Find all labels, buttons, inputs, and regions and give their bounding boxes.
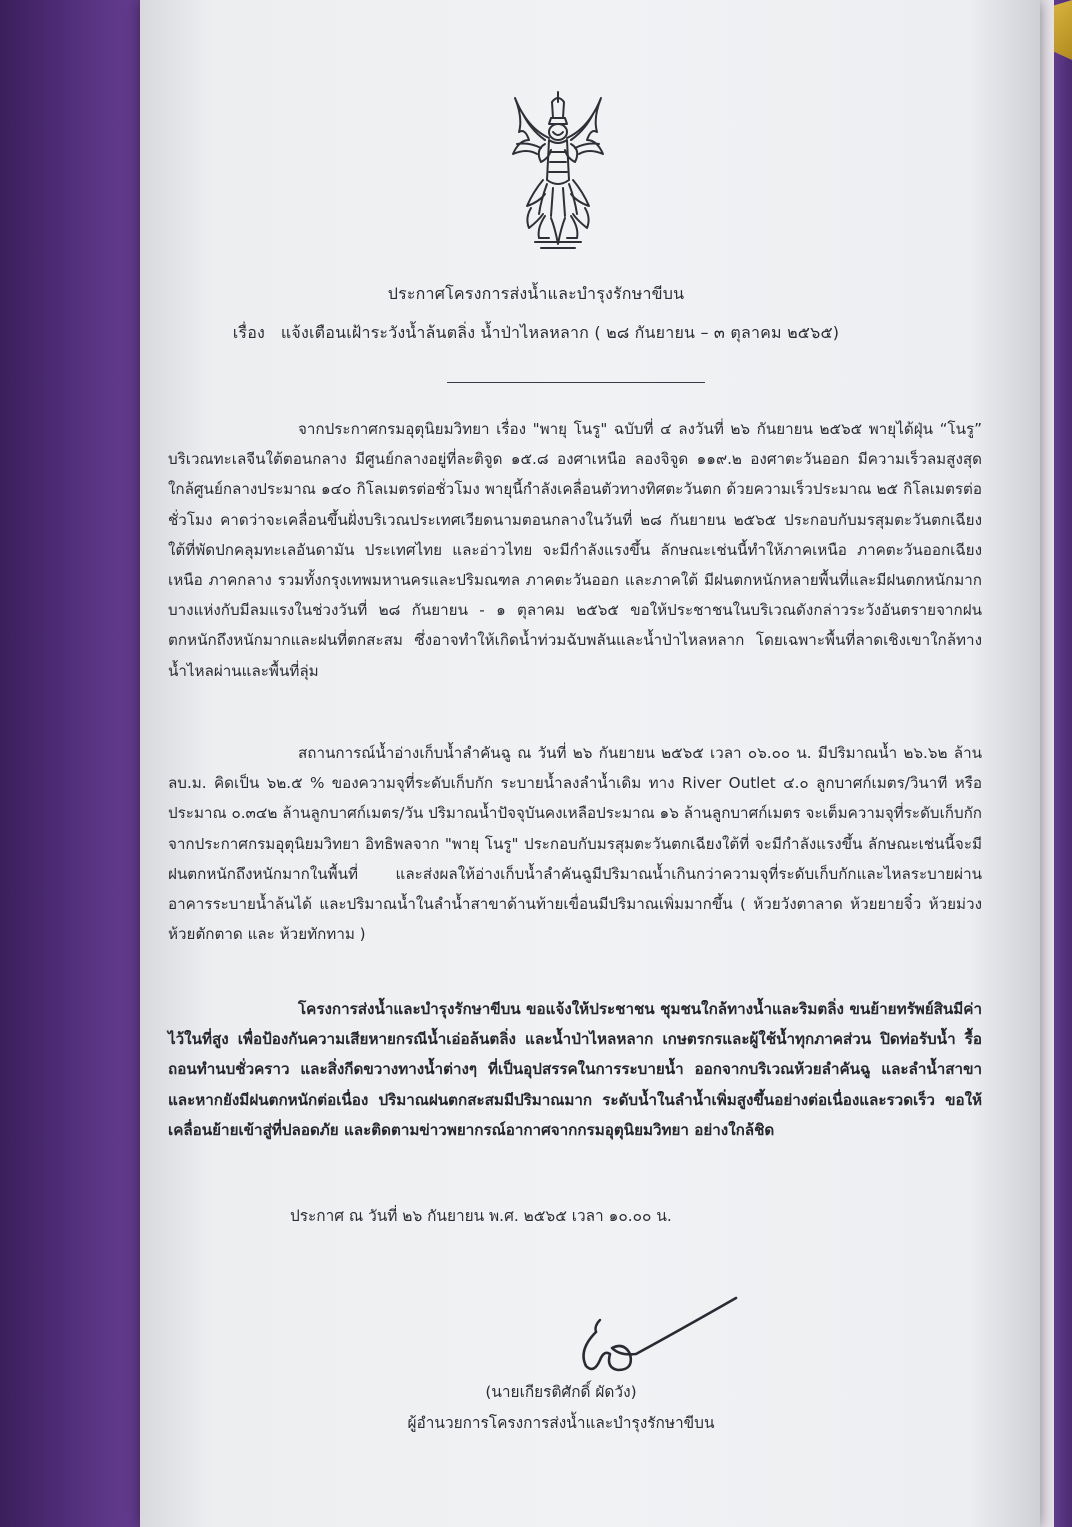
signature-icon (560, 1290, 750, 1380)
garuda-emblem-icon (505, 88, 611, 254)
subject-label: เรื่อง (232, 323, 266, 342)
paragraph-2-text: สถานการณ์น้ำอ่างเก็บน้ำลำคันฉู ณ วันที่ ๒๖ กันยายน ๒๕๖๕ เวลา ๐๖.๐๐ น. มีปริมาณน้ำ ๒๖.๖๒ ล้าน ลบ.ม. คิดเป็น ๖๒.๕ % ของความจุที่ระดับเก็บกัก ระบายน้ำลงลำน้ำเดิม ทาง River Outlet ๔.๐ ลูกบาศก์เมตร/วินาที หรือประมาณ ๐.๓๔๒ ล้านลูกบาศก์เมตร/วัน ปริมาณน้ำปัจจุบันคงเหลือประมาณ ๑๖ ล้านลูกบาศก์เมตร จะเต็มความจุที่ระดับเก็บกัก จากประกาศกรมอุตุนิยมวิทยา อิทธิพลจาก "พายุ โนรู" ประกอบกับมรสุมตะวันตกเฉียงใต้ที่ จะมีกำลังแรงขึ้น ลักษณะเช่นนี้จะมีฝนตกหนักถึงหนักมากในพื้นที่ และส่งผลให้อ่างเก็บน้ำลำคันฉูมีปริมาณน้ำเกินกว่าความจุที่ระดับเก็บกักและไหลระบายผ่านอาคารระบายน้ำล้นได้ และปริมาณน้ำในลำน้ำสาขาด้านท้ายเขื่อนมีปริมาณเพิ่มมากขึ้น ( ห้วยวังตาลาด ห้วยยายจิ๋ว ห้วยม่วง ห้วยตักตาด และ ห้วยทักทาม ) (168, 744, 982, 944)
title-divider (447, 382, 705, 383)
paragraph-storm-warning (168, 414, 982, 686)
paragraph-1-text: จากประกาศกรมอุตุนิยมวิทยา เรื่อง "พายุ โนรู" ฉบับที่ ๔ ลงวันที่ ๒๖ กันยายน ๒๕๖๕ พายุได้ฝุ่น “โนรู” บริเวณทะเลจีนใต้ตอนกลาง มีศูนย์กลางอยู่ที่ละติจูด ๑๕.๘ องศาเหนือ ลองจิจูด ๑๑๙.๒ องศาตะวันออก มีความเร็วลมสูงสุดใกล้ศูนย์กลางประมาณ ๑๔๐ กิโลเมตรต่อชั่วโมง พายุนี้กำลังเคลื่อนตัวทางทิศตะวันตก ด้วยความเร็วประมาณ ๒๕ กิโลเมตรต่อชั่วโมง คาดว่าจะเคลื่อนขึ้นฝั่งบริเวณประเทศเวียดนามตอนกลางในวันที่ ๒๘ กันยายน ๒๕๖๕ ประกอบกับมรสุมตะวันตกเฉียงใต้ที่พัดปกคลุมทะเลอันดามัน ประเทศไทย และอ่าวไทย จะมีกำลังแรงขึ้น ลักษณะเช่นนี้ทำให้ภาคเหนือ ภาคตะวันออกเฉียงเหนือ ภาคกลาง รวมทั้งกรุงเทพมหานครและปริมณฑล ภาคตะวันออก และภาคใต้ มีฝนตกหนักหลายพื้นที่และมีฝนตกหนักมากบางแห่งกับมีลมแรงในช่วงวันที่ ๒๘ กันยายน - ๑ ตุลาคม ๒๕๖๕ ขอให้ประชาชนในบริเวณดังกล่าวระวังอันตรายจากฝนตกหนักถึงหนักมากและฝนที่ตกสะสม ซึ่งอาจทำให้เกิดน้ำท่วมฉับพลันและน้ำป่าไหลหลาก โดยเฉพาะพื้นที่ลาดเชิงเขาใกล้ทางน้ำไหลผ่านและพื้นที่ลุ่ม (168, 420, 982, 680)
paragraph-reservoir-status (168, 738, 982, 949)
signatory-position: ผู้อำนวยการโครงการส่งน้ำและบำรุงรักษาขีบน (407, 1414, 715, 1432)
subject-text: แจ้งเตือนเฝ้าระวังน้ำล้นตลิ่ง น้ำป่าไหลหลาก ( ๒๘ กันยายน – ๓ ตุลาคม ๒๕๖๕) (280, 323, 840, 342)
document-subject (0, 321, 1072, 346)
announcement-date: ประกาศ ณ วันที่ ๒๖ กันยายน พ.ศ. ๒๕๖๕ เวลา ๑๐.๐๐ น. (290, 1207, 672, 1225)
signatory-name: (นายเกียรติศักดิ์ ผัดวัง) (485, 1383, 637, 1401)
paragraph-public-advice (168, 994, 982, 1145)
paragraph-3-text: โครงการส่งน้ำและบำรุงรักษาขีบน ขอแจ้งให้ประชาชน ชุมชนใกล้ทางน้ำและริมตลิ่ง ขนย้ายทรัพย์สินมีค่าไว้ในที่สูง เพื่อป้องกันความเสียหายกรณีน้ำเอ่อล้นตลิ่ง และน้ำป่าไหลหลาก เกษตรกรและผู้ใช้น้ำทุกภาคส่วน ปิดท่อรับน้ำ รื้อถอนทำนบชั่วคราว และสิ่งกีดขวางทางน้ำต่างๆ ที่เป็นอุปสรรคในการระบายน้ำ ออกจากบริเวณห้วยลำคันฉู และลำน้ำสาขา และหากยังมีฝนตกหนักต่อเนื่อง ปริมาณฝนตกสะสมมีปริมาณมาก ระดับน้ำในลำน้ำเพิ่มสูงขึ้นอย่างต่อเนื่องและรวดเร็ว ขอให้เคลื่อนย้ายเข้าสู่ที่ปลอดภัย และติดตามข่าวพยากรณ์อากาศจากกรมอุตุนิยมวิทยา อย่างใกล้ชิด (168, 1000, 982, 1139)
document-title: ประกาศโครงการส่งน้ำและบำรุงรักษาขีบน (387, 284, 685, 303)
